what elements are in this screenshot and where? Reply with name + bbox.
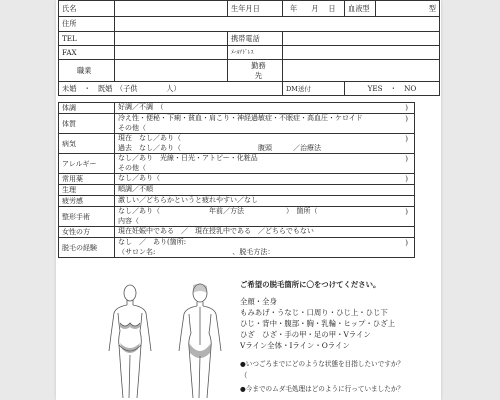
work-label: 勤務 先 <box>228 60 283 82</box>
health-answer-line: 好調／不調 （ <box>118 103 164 112</box>
dm-label: DM送付 <box>283 82 345 96</box>
health-close-paren: ) <box>405 155 408 163</box>
health-answer[interactable] <box>115 114 415 134</box>
personal-info-table <box>58 0 440 96</box>
health-answer-line: なし／あり（ 年前／方法 ） 箇所（ <box>118 207 318 215</box>
question-1: ●いつごろまでにどのような状態を目指したいですか？ <box>240 360 405 368</box>
dm-choice[interactable]: YES ・ NO <box>345 82 440 96</box>
question-2: ●今までのムダ毛処理はどのように行っていましたか？ <box>240 385 405 393</box>
fax-field[interactable] <box>115 46 228 60</box>
health-label: 病気 <box>59 134 115 154</box>
mobile-field[interactable] <box>283 32 440 46</box>
health-answer[interactable] <box>115 238 415 258</box>
health-answer-line: なし／あり（ <box>118 174 160 183</box>
health-label: 体調 <box>59 103 115 114</box>
health-close-paren: ) <box>405 239 408 247</box>
email-field[interactable] <box>283 46 440 60</box>
tel-label: TEL <box>59 32 115 46</box>
health-close-paren: ) <box>405 115 408 123</box>
health-label: 脱毛の経験 <box>59 238 115 258</box>
area-line-2[interactable]: もみあげ・うなじ・口周り・ひじ上・ひじ下 <box>240 308 388 317</box>
fax-label: FAX <box>59 46 115 60</box>
email-label: ﾒｰﾙｱﾄﾞﾚｽ <box>228 46 283 60</box>
health-close-paren: ) <box>405 135 408 143</box>
area-prompt: ご希望の脱毛箇所に〇をつけてください。 <box>240 280 381 289</box>
tel-field[interactable] <box>115 32 228 46</box>
area-line-3[interactable]: ひじ・背中・腹部・胸・乳輪・ヒップ・ひざ上 <box>240 319 395 328</box>
job-label: 職業 <box>59 60 115 82</box>
health-close-paren: ) <box>405 104 408 112</box>
name-field[interactable] <box>115 1 228 17</box>
health-answer[interactable] <box>115 174 415 185</box>
body-back-figure[interactable] <box>173 283 228 400</box>
mobile-label: 携帯電話 <box>228 32 283 46</box>
marital-status[interactable]: 未婚 ・ 既婚 （子供 人） <box>59 82 283 96</box>
health-answer-line: 激しい／どちらかというと疲れやすい／なし <box>118 196 258 205</box>
health-answer-line: なし ／ あり(箇所: <box>118 238 187 246</box>
health-answer[interactable] <box>115 185 415 196</box>
health-answer-line: 内容（ <box>118 216 139 225</box>
health-answer-line: 順調／不順 <box>118 185 153 194</box>
birth-label: 生年月日 <box>228 1 283 17</box>
health-answer-line: 現在 なし／あり（ <box>118 134 181 142</box>
health-label: 生理 <box>59 185 115 196</box>
health-answer[interactable] <box>115 103 415 114</box>
area-line-5[interactable]: Vライン全体・Iライン・Oライン <box>240 341 350 350</box>
health-answer-line: その他（ <box>118 123 146 132</box>
name-label: 氏名 <box>59 1 115 17</box>
health-answer-line: なし／あり 光線・日光・アトピー・化粧品 <box>118 154 258 162</box>
health-answer[interactable] <box>115 227 415 238</box>
health-label: アレルギー <box>59 154 115 174</box>
birth-field[interactable]: 年 月 日 <box>283 1 345 17</box>
health-answer-line: 過去 なし／あり（ 腹頭 ／治療法 <box>118 143 321 152</box>
health-close-paren: ) <box>405 175 408 183</box>
health-label: 疲労感 <box>59 196 115 207</box>
area-line-1[interactable]: 全顔・全身 <box>240 297 277 306</box>
address-label: 住所 <box>59 17 115 32</box>
blood-field[interactable]: 型 <box>376 1 440 17</box>
work-field[interactable] <box>283 60 440 82</box>
health-label: 女性の方 <box>59 227 115 238</box>
health-label: 常用薬 <box>59 174 115 185</box>
health-table <box>58 102 415 258</box>
health-label: 体質 <box>59 114 115 134</box>
job-field[interactable] <box>115 60 228 82</box>
question-1-answer[interactable]: （ <box>240 371 248 380</box>
health-answer-line: （サロン名: 、脱毛方法： <box>118 247 275 256</box>
body-front-figure[interactable] <box>100 283 160 400</box>
health-answer[interactable] <box>115 207 415 227</box>
address-field[interactable] <box>115 17 440 32</box>
health-close-paren: ) <box>405 208 408 216</box>
health-answer-line: 現在妊娠中である ／ 現在授乳中である ／どちらでもない <box>118 227 314 236</box>
hair-removal-section <box>240 279 404 395</box>
health-answer-line: その他（ <box>118 163 146 172</box>
health-answer[interactable] <box>115 154 415 174</box>
area-line-4[interactable]: ひざ ひざ・手の甲・足の甲・Vライン <box>240 330 371 339</box>
blood-label: 血液型 <box>345 1 376 17</box>
health-answer[interactable] <box>115 196 415 207</box>
health-label: 整形手術 <box>59 207 115 227</box>
health-answer-line: 冷え性・便秘・下痢・貧血・肩こり・神経過敏症・不眠症・高血圧・ケロイド <box>118 114 363 122</box>
health-answer[interactable] <box>115 134 415 154</box>
